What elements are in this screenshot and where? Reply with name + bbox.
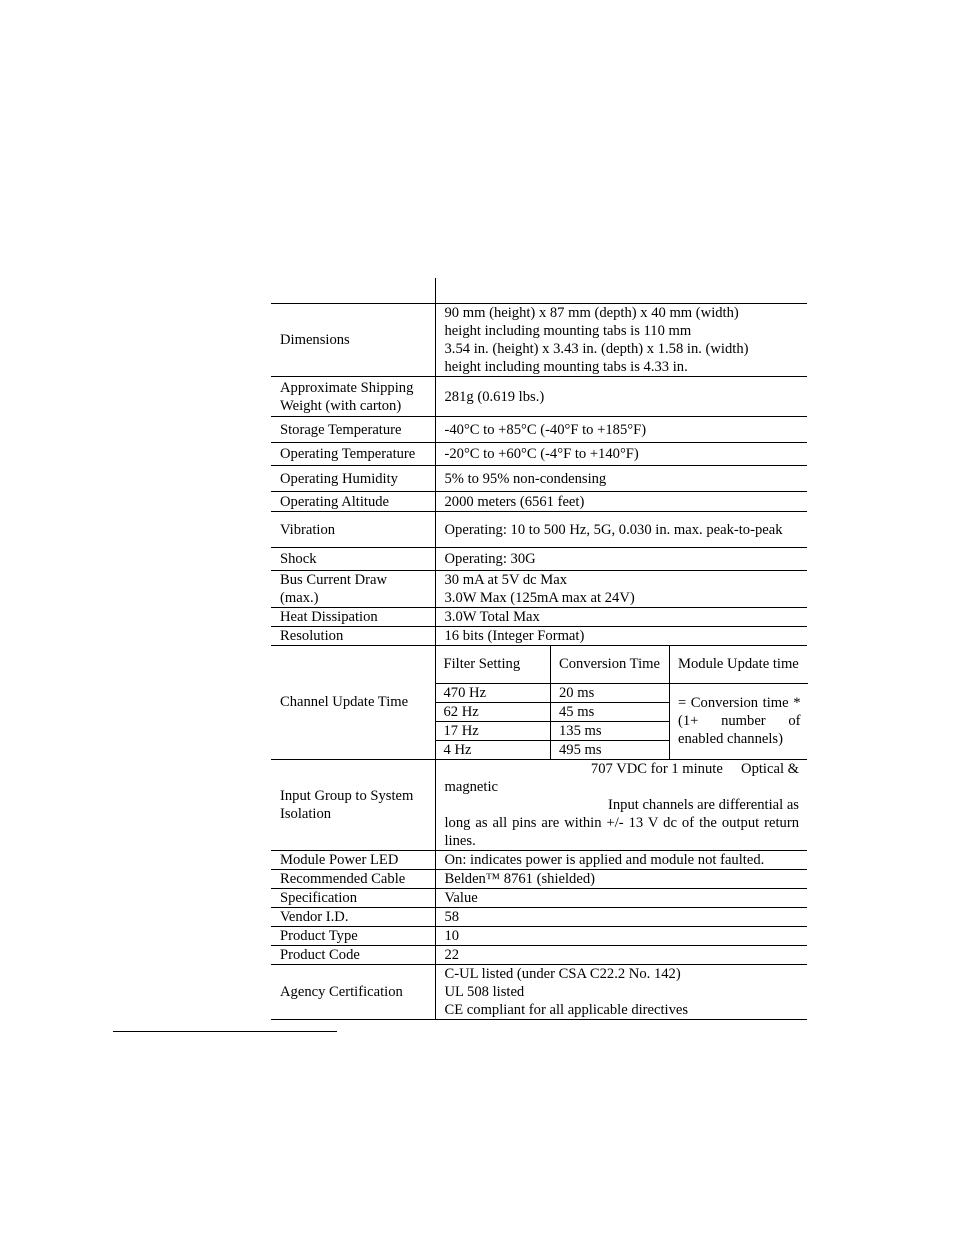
agency-certification-label: Agency Certification	[271, 964, 435, 1019]
table-row	[271, 907, 807, 926]
operating-altitude-label: Operating Altitude	[271, 492, 435, 512]
bus-current-value	[435, 571, 807, 608]
table-row	[271, 548, 807, 571]
channel-update-label: Channel Update Time	[271, 646, 435, 760]
dimensions-line: height including mounting tabs is 110 mm	[444, 323, 692, 339]
header-label-cell	[271, 278, 435, 304]
shipping-weight-label	[271, 377, 435, 417]
vibration-label: Vibration	[271, 512, 435, 548]
shipping-weight-value: 281g (0.619 lbs.)	[435, 377, 807, 417]
dimensions-line: 90 mm (height) x 87 mm (depth) x 40 mm (width)	[444, 305, 739, 321]
power-led-value: On: indicates power is applied and module not faulted.	[435, 850, 807, 869]
recommended-cable-value: Belden™ 8761 (shielded)	[435, 869, 807, 888]
conversion-time-cell: 495 ms	[551, 740, 670, 759]
table-row	[271, 443, 807, 466]
filter-cell: 62 Hz	[436, 702, 551, 721]
specifications-table	[271, 278, 807, 1020]
table-row	[271, 888, 807, 907]
bus-current-label	[271, 571, 435, 608]
dimensions-value	[435, 304, 807, 377]
resolution-value: 16 bits (Integer Format)	[435, 627, 807, 646]
conversion-time-cell: 20 ms	[551, 683, 670, 702]
table-row	[271, 759, 807, 850]
shock-label: Shock	[271, 548, 435, 571]
isolation-body: long as all pins are within +/- 13 V dc of the output return lines.	[444, 814, 799, 849]
value-line: 30 mA at 5V dc Max	[444, 572, 568, 588]
table-row	[271, 377, 807, 417]
footnote-separator	[113, 1031, 337, 1032]
agency-certification-value	[435, 964, 807, 1019]
channel-update-header-row	[436, 646, 808, 683]
agency-line: C-UL listed (under CSA C22.2 No. 142)	[444, 965, 681, 982]
heat-dissipation-label: Heat Dissipation	[271, 608, 435, 627]
filter-cell: 470 Hz	[436, 683, 551, 702]
label-line: Weight (with carton)	[280, 397, 402, 414]
table-row	[271, 304, 807, 377]
label-line: Input Group to System	[280, 787, 414, 804]
filter-cell: 17 Hz	[436, 721, 551, 740]
isolation-line: magnetic	[444, 778, 498, 795]
resolution-label: Resolution	[271, 627, 435, 646]
power-led-label: Module Power LED	[271, 850, 435, 869]
table-header-row	[271, 278, 807, 304]
operating-temperature-label: Operating Temperature	[271, 443, 435, 466]
storage-temperature-value: -40°C to +85°C (-40°F to +185°F)	[435, 417, 807, 443]
table-row	[271, 492, 807, 512]
table-row	[271, 466, 807, 492]
recommended-cable-label: Recommended Cable	[271, 869, 435, 888]
conversion-time-header: Conversion Time	[551, 646, 670, 683]
conversion-time-cell: 135 ms	[551, 721, 670, 740]
product-type-label: Product Type	[271, 926, 435, 945]
module-update-formula: = Conversion time * (1+ number of enabled channels)	[678, 695, 801, 747]
label-line: Approximate Shipping	[280, 379, 414, 396]
operating-altitude-value: 2000 meters (6561 feet)	[435, 492, 807, 512]
agency-line: CE compliant for all applicable directives	[444, 1001, 689, 1018]
vibration-value: Operating: 10 to 500 Hz, 5G, 0.030 in. max. peak-to-peak	[435, 512, 807, 548]
filter-cell: 4 Hz	[436, 740, 551, 759]
vendor-id-value: 58	[435, 907, 807, 926]
operating-temperature-value: -20°C to +60°C (-4°F to +140°F)	[435, 443, 807, 466]
isolation-value	[435, 759, 807, 850]
table-row	[271, 869, 807, 888]
isolation-line: 707 VDC for 1 minute Optical &	[590, 760, 799, 777]
filter-setting-header: Filter Setting	[436, 646, 551, 683]
table-row	[271, 512, 807, 548]
channel-update-table-cell	[435, 646, 807, 760]
table-row	[271, 627, 807, 646]
table-row	[271, 926, 807, 945]
product-code-value: 22	[435, 945, 807, 964]
agency-line: UL 508 listed	[444, 983, 525, 1000]
storage-temperature-label: Storage Temperature	[271, 417, 435, 443]
heat-dissipation-value: 3.0W Total Max	[435, 608, 807, 627]
isolation-line: Input channels are differential as	[608, 796, 799, 813]
conversion-time-cell: 45 ms	[551, 702, 670, 721]
table-row	[271, 646, 807, 760]
table-row	[271, 850, 807, 869]
value-line: 3.0W Max (125mA max at 24V)	[444, 590, 635, 606]
table-row	[271, 945, 807, 964]
vendor-id-label: Vendor I.D.	[271, 907, 435, 926]
shock-value: Operating: 30G	[435, 548, 807, 571]
table-row	[271, 608, 807, 627]
operating-humidity-label: Operating Humidity	[271, 466, 435, 492]
channel-update-row	[436, 683, 808, 702]
dimensions-line: 3.54 in. (height) x 3.43 in. (depth) x 1.58 in. (width)	[444, 341, 749, 357]
module-update-header: Module Update time	[670, 646, 808, 683]
label-line: Bus Current Draw	[280, 572, 388, 588]
table-row	[271, 417, 807, 443]
header-value-cell	[435, 278, 807, 304]
isolation-label	[271, 759, 435, 850]
label-line: Isolation	[280, 805, 332, 822]
table-row	[271, 571, 807, 608]
dimensions-line: height including mounting tabs is 4.33 in.	[444, 359, 688, 375]
label-line: (max.)	[280, 590, 319, 606]
product-type-value: 10	[435, 926, 807, 945]
dimensions-label: Dimensions	[271, 304, 435, 377]
table-row	[271, 964, 807, 1019]
specification-value: Value	[435, 888, 807, 907]
operating-humidity-value: 5% to 95% non-condensing	[435, 466, 807, 492]
channel-update-table	[436, 646, 808, 759]
specification-label: Specification	[271, 888, 435, 907]
product-code-label: Product Code	[271, 945, 435, 964]
